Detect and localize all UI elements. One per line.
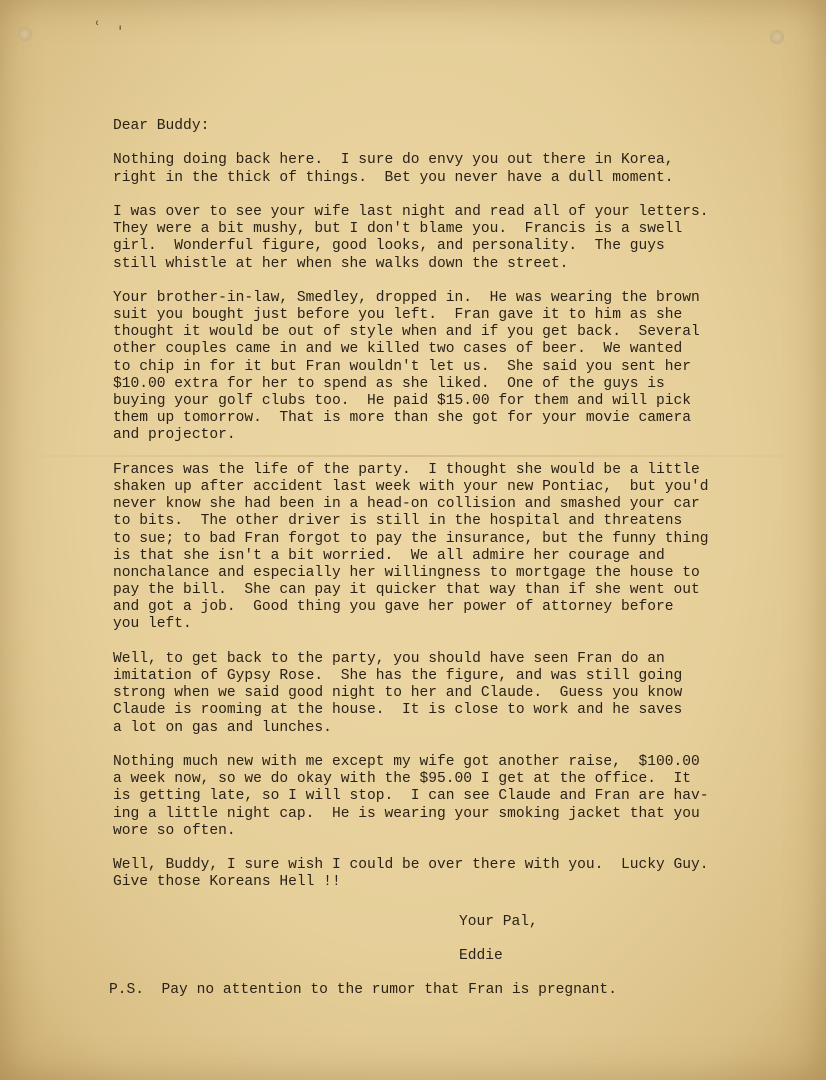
letter-line: shaken up after accident last week with your new Pontiac, but you'd [113, 478, 709, 495]
letter-line: a lot on gas and lunches. [113, 719, 332, 736]
letter-line: strong when we said good night to her and Claude. Guess you know [113, 685, 683, 702]
letter-line: wore so often. [113, 822, 236, 839]
letter-line: buying your golf clubs too. He paid $15.00 for them and will pick [113, 393, 692, 409]
closing: Your Pal, [459, 914, 538, 930]
paragraph-gap [113, 840, 753, 857]
letter-line: to sue; to bad Fran forgot to pay the insurance, but the funny thing [113, 530, 709, 547]
letter-line: They were a bit mushy, but I don't blame you. Francis is a swell [113, 221, 683, 238]
letter-line: thought it would be out of style when and if you get back. Several [113, 324, 700, 341]
letter-line: them up tomorrow. That is more than she got for your movie camera [113, 410, 692, 427]
letter-line: I was over to see your wife last night and read all of your letters. [113, 203, 709, 220]
letter-line: right in the thick of things. Bet you never have a dull moment. [113, 169, 674, 186]
letter-line: suit you bought just before you left. Fran gave it to him as she [113, 307, 683, 324]
ink-mark: ' [118, 22, 123, 41]
letter-line: $10.00 extra for her to spend as she liked. One of the guys is [113, 375, 665, 392]
ink-mark: ʿ [95, 18, 100, 37]
paragraph-gap [113, 135, 753, 152]
punch-hole-right [770, 30, 784, 44]
letter-line: Nothing doing back here. I sure do envy you out there in Korea, [113, 152, 674, 169]
letter-line: Well, Buddy, I sure wish I could be over there with you. Lucky Guy. [113, 857, 709, 874]
postscript: P.S. Pay no attention to the rumor that Fran is pregnant. [109, 982, 617, 998]
letter-line: Give those Koreans Hell !! [113, 874, 341, 891]
letter-line: imitation of Gypsy Rose. She has the figure, and was still going [113, 668, 683, 684]
letter-line: still whistle at her when she walks down the street. [113, 255, 569, 272]
letter-line: Nothing much new with me except my wife got another raise, $100.00 [113, 753, 700, 770]
letter-line: Claude is rooming at the house. It is close to work and he saves [113, 702, 683, 719]
letter-line: is getting late, so I will stop. I can see Claude and Fran are hav- [113, 788, 709, 805]
letter-body [113, 118, 753, 891]
letter-line: you left. [113, 616, 192, 633]
letter-line: to chip in for it but Fran wouldn't let us. She said you sent her [113, 358, 692, 375]
paragraph-gap [113, 445, 753, 462]
letter-line: never know she had been in a head-on collision and smashed your car [113, 496, 700, 513]
letter-line: Well, to get back to the party, you should have seen Fran do an [113, 650, 665, 667]
letter-line: girl. Wonderful figure, good looks, and personality. The guys [113, 238, 665, 255]
paragraph-gap [113, 634, 753, 651]
letter-line: other couples came in and we killed two cases of beer. We wanted [113, 341, 683, 358]
paragraph-gap [113, 187, 753, 204]
letter-line: Your brother-in-law, Smedley, dropped in. He was wearing the brown [113, 289, 700, 306]
letter-line: and got a job. Good thing you gave her power of attorney before [113, 599, 674, 616]
letter-line: nonchalance and especially her willingness to mortgage the house to [113, 564, 700, 581]
letter-line: a week now, so we do okay with the $95.00 I get at the office. It [113, 771, 692, 788]
letter-line: and projector. [113, 427, 236, 444]
letter-line: is that she isn't a bit worried. We all admire her courage and [113, 547, 665, 564]
letter-line: Frances was the life of the party. I thought she would be a little [113, 461, 700, 478]
punch-hole-left [18, 27, 32, 41]
paragraph-gap [113, 737, 753, 754]
letter-line: pay the bill. She can pay it quicker that way than if she went out [113, 582, 700, 599]
letter-line: to bits. The other driver is still in the hospital and threatens [113, 513, 683, 530]
signature: Eddie [459, 948, 503, 964]
letter-line: ing a little night cap. He is wearing your smoking jacket that you [113, 805, 700, 822]
salutation: Dear Buddy: [113, 118, 210, 134]
paragraph-gap [113, 273, 753, 290]
